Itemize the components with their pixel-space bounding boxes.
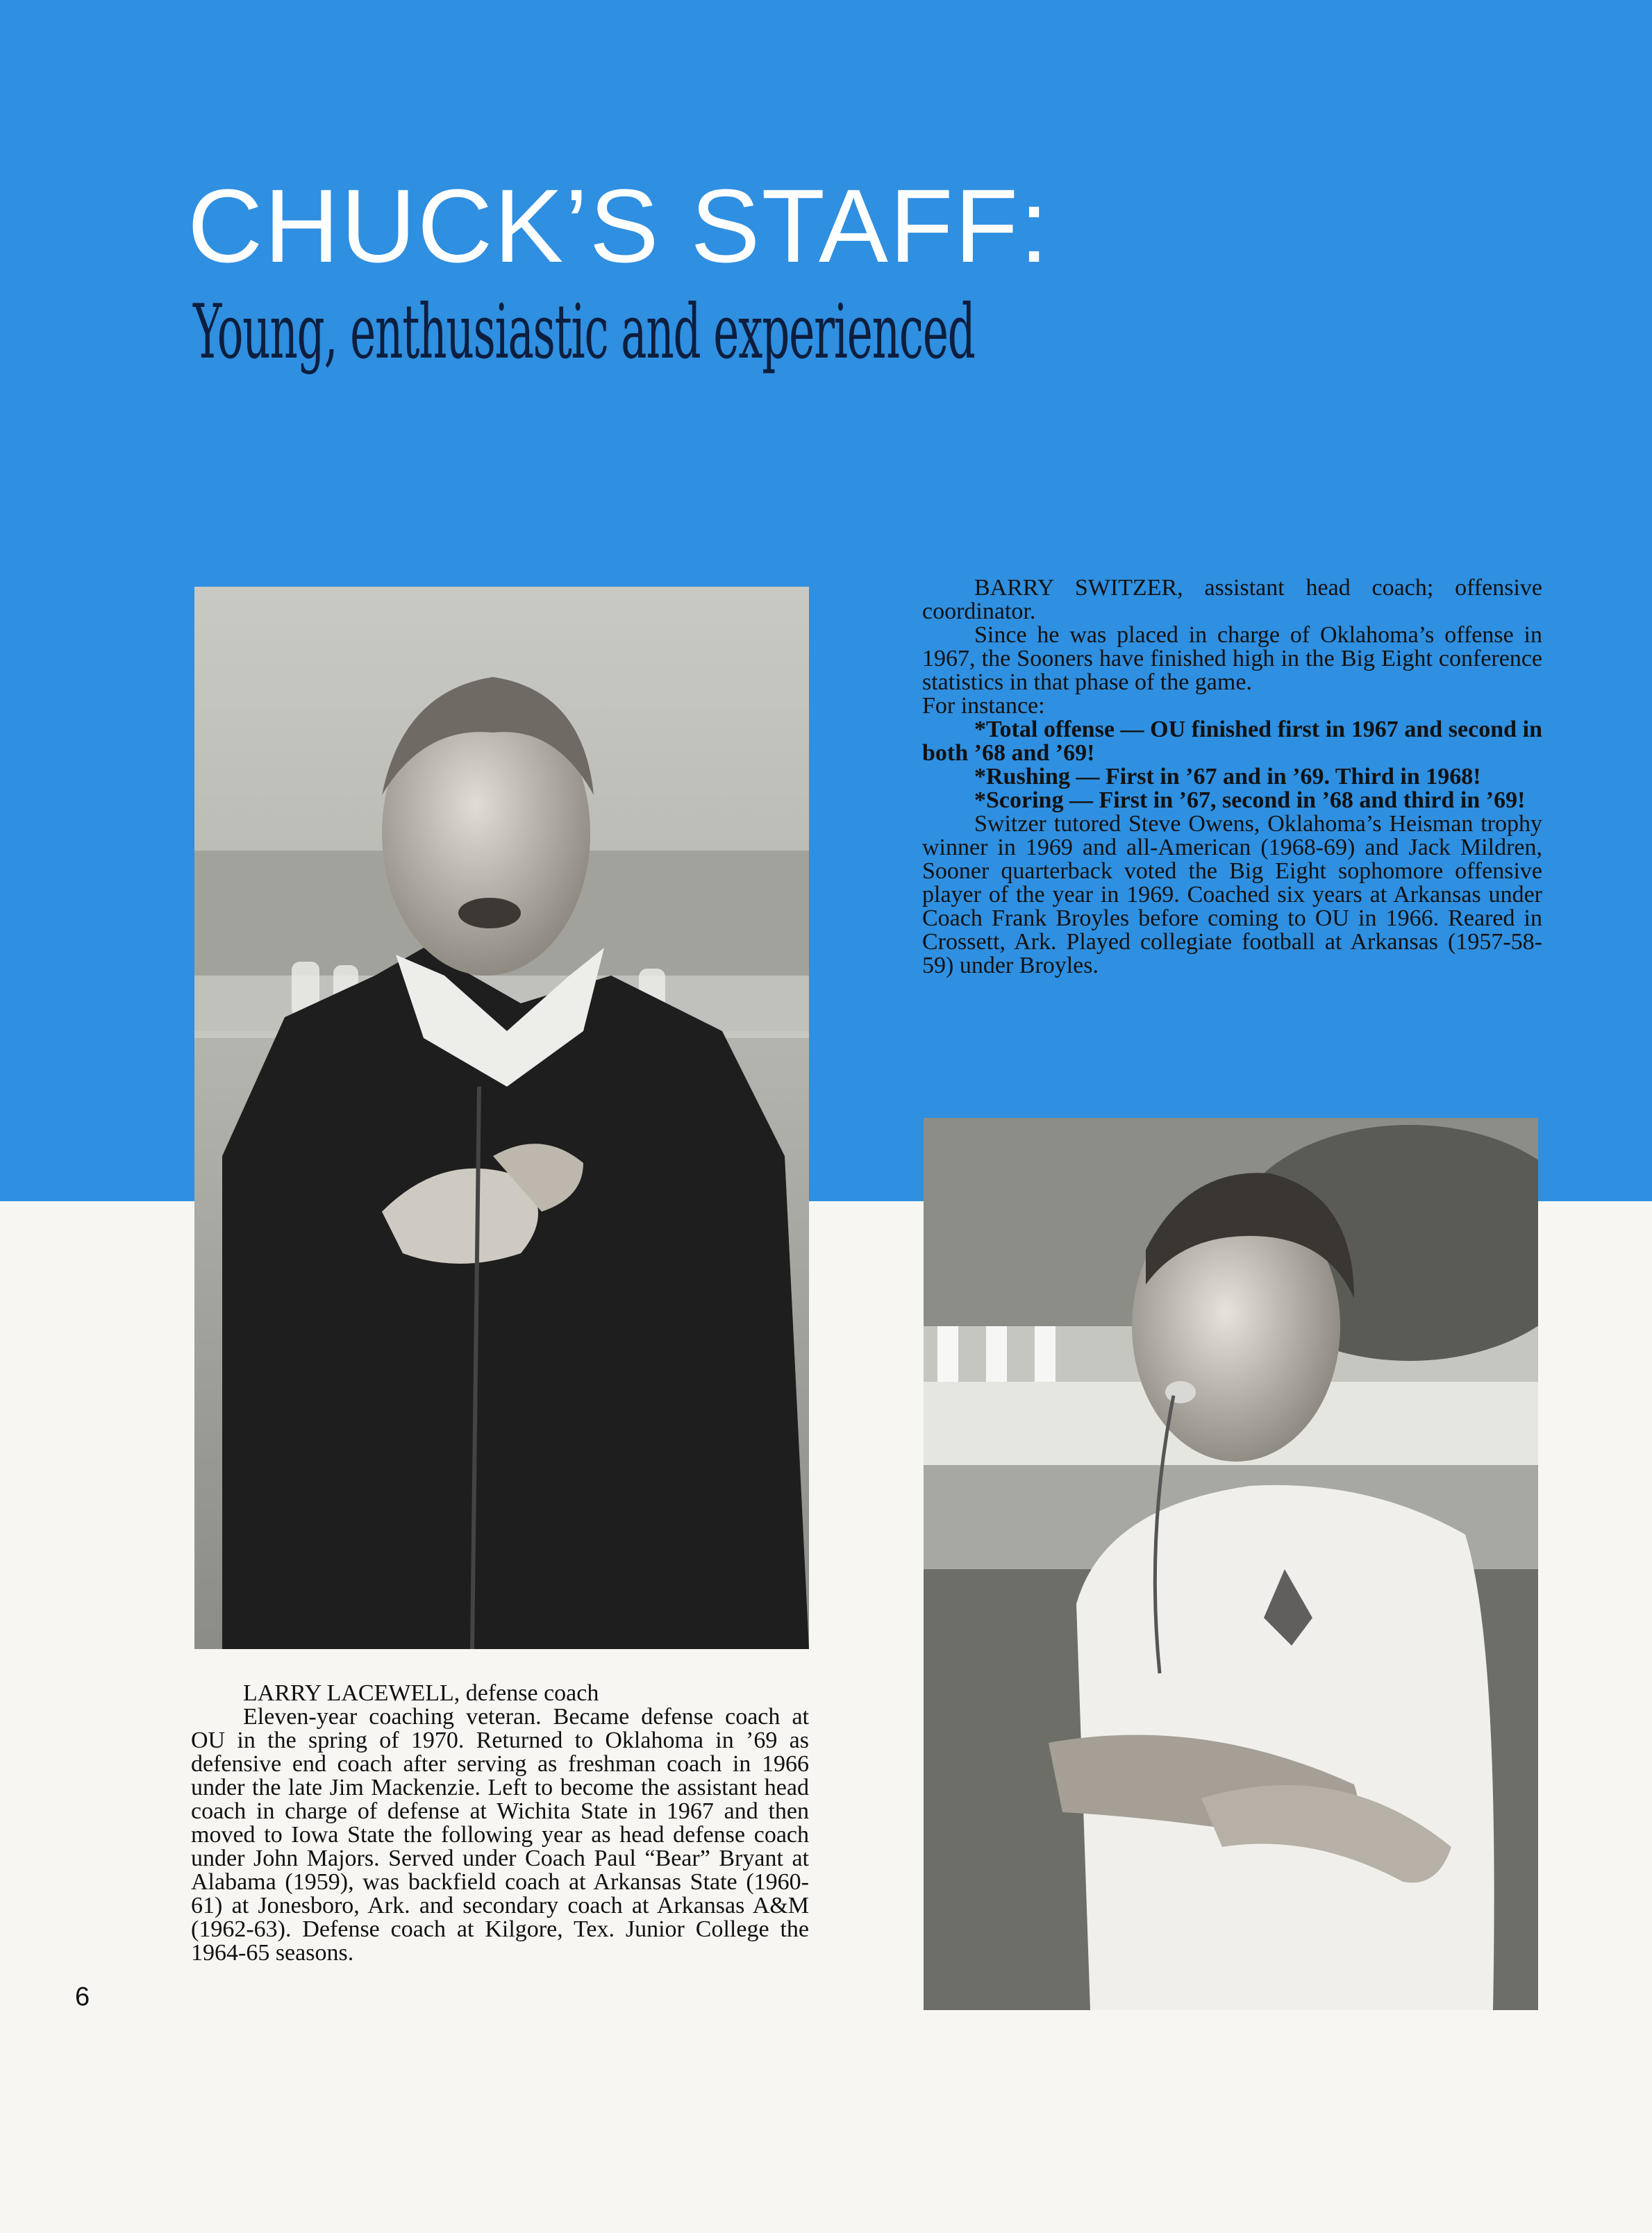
- switzer-stat-total-offense: *Total offense — OU finished first in 1967 and second in both ’68 and ’69!: [922, 717, 1542, 766]
- lacewell-heading: LARRY LACEWELL, defense coach: [243, 1680, 599, 1706]
- switzer-intro: Since he was placed in charge of Oklahoma’s offense in 1967, the Sooners have finished high in the Big Eight conference statistics in that phase of the game.: [922, 622, 1542, 695]
- bio-barry-switzer: [922, 576, 1542, 978]
- lacewell-body: Eleven-year coaching veteran. Became defense coach at OU in the spring of 1970. Returned to Oklahoma in ’69 as defensive end coach after serving as freshman coach in 1966 under the late Jim Mackenzie. Left to become the assistant head coach in charge of defense at Wichita State in 1967 and then moved to Iowa State the following year as head defense coach under John Majors. Served under Coach Paul “Bear” Bryant at Alabama (1959), was backfield coach at Arkansas State (1960-61) at Jonesboro, Ark. and secondary coach at Arkansas A&M (1962-63). Defense coach at Kilgore, Tex. Junior College the 1964-65 seasons.: [191, 1704, 809, 1966]
- bio-larry-lacewell: [191, 1682, 809, 1965]
- photo-barry-switzer: [924, 1118, 1538, 2010]
- switzer-for-instance: For instance:: [922, 693, 1045, 719]
- page-number: 6: [75, 1982, 90, 2012]
- page-subtitle: Young, enthusiastic and experienced: [193, 289, 975, 376]
- switzer-body: Switzer tutored Steve Owens, Oklahoma’s Heisman trophy winner in 1969 and all-American (1968-69) and Jack Mildren, Sooner quarterback voted the Big Eight sophomore offensive player of the year in 1969. Coached six years at Arkansas under Coach Frank Broyles before coming to OU in 1966. Reared in Crossett, Ark. Played collegiate football at Arkansas (1957-58-59) under Broyles.: [922, 811, 1542, 978]
- switzer-stat-rushing: *Rushing — First in ’67 and in ’69. Third in 1968!: [974, 764, 1481, 789]
- switzer-stat-scoring: *Scoring — First in ’67, second in ’68 and third in ’69!: [974, 787, 1526, 813]
- photo-larry-lacewell: [194, 587, 809, 1649]
- page-title: CHUCK’S STAFF:: [187, 167, 1050, 284]
- switzer-heading: BARRY SWITZER, assistant head coach; offensive coordinator.: [922, 575, 1542, 624]
